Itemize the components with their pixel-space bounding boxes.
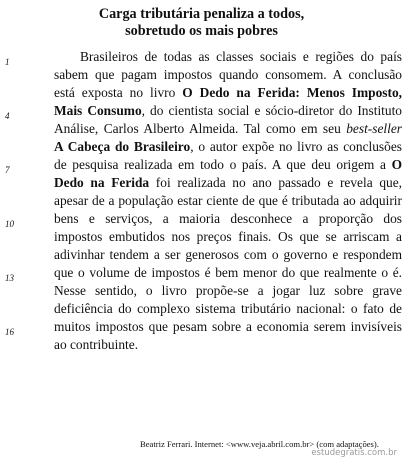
- text-line: A Cabeça do Brasileiro, o autor expõe no livro as conclusões: [54, 139, 402, 154]
- text-line: ao contribuinte.: [54, 337, 139, 352]
- line-number: 4: [5, 111, 10, 121]
- text-line: muitos impostos que pesam sobre a economia serem invisíveis: [54, 319, 402, 334]
- book-title: Mais Consumo: [54, 103, 142, 118]
- text-line: Mais Consumo, do cientista social e sócio-diretor do Instituto: [54, 103, 402, 118]
- text-line: deficiência do complexo sistema tributário nacional: o fato de: [54, 301, 402, 316]
- text-line: bens e serviços, a maioria desconhece a proporção dos: [54, 211, 402, 226]
- line-number: 13: [5, 273, 14, 283]
- text-line: adivinhar tendem a ser generosos com o governo e respondem: [54, 247, 402, 262]
- book-title: O Dedo na Ferida: Menos Imposto,: [182, 85, 402, 100]
- source-citation: Beatriz Ferrari. Internet: <www.veja.abril.com.br> (com adaptações).: [140, 439, 379, 449]
- article-body: [54, 48, 402, 354]
- text-line: Brasileiros de todas as classes sociais e regiões do país: [80, 49, 402, 64]
- text-line: Nesse sentido, o livro propõe-se a jogar luz sobre grave: [54, 283, 402, 298]
- article-title: [0, 6, 403, 40]
- line-number: 7: [5, 165, 10, 175]
- italic-term: best-seller: [346, 121, 402, 136]
- text-line: Análise, Carlos Alberto Almeida. Tal como em seu best-seller: [54, 121, 402, 136]
- text-line: sabem que pagam impostos quando consomem. A conclusão: [54, 67, 402, 82]
- book-title: A Cabeça do Brasileiro: [54, 139, 191, 154]
- text-line: está exposta no livro O Dedo na Ferida: Menos Imposto,: [54, 85, 402, 100]
- line-number: 1: [5, 57, 10, 67]
- title-line-1: Carga tributária penaliza a todos,: [98, 6, 305, 22]
- book-title: O: [391, 157, 402, 172]
- watermark: estudegratis.com.br: [311, 448, 397, 458]
- line-number: 10: [5, 219, 14, 229]
- text-line: que o volume de impostos é bem menor do que realmente o é.: [54, 265, 402, 280]
- title-line-2: sobretudo os mais pobres: [125, 23, 278, 39]
- text-line: de pesquisa realizada em todo o país. A que deu origem a O: [54, 157, 402, 172]
- text-line: impostos embutidos nos preços finais. Os que se arriscam a: [54, 229, 402, 244]
- book-title: Dedo na Ferida: [54, 175, 150, 190]
- line-number: 16: [5, 327, 14, 337]
- text-line: Dedo na Ferida foi realizada no ano passado e revela que,: [54, 175, 402, 190]
- text-line: apesar de a população estar ciente de que é tributada ao adquirir: [54, 193, 402, 208]
